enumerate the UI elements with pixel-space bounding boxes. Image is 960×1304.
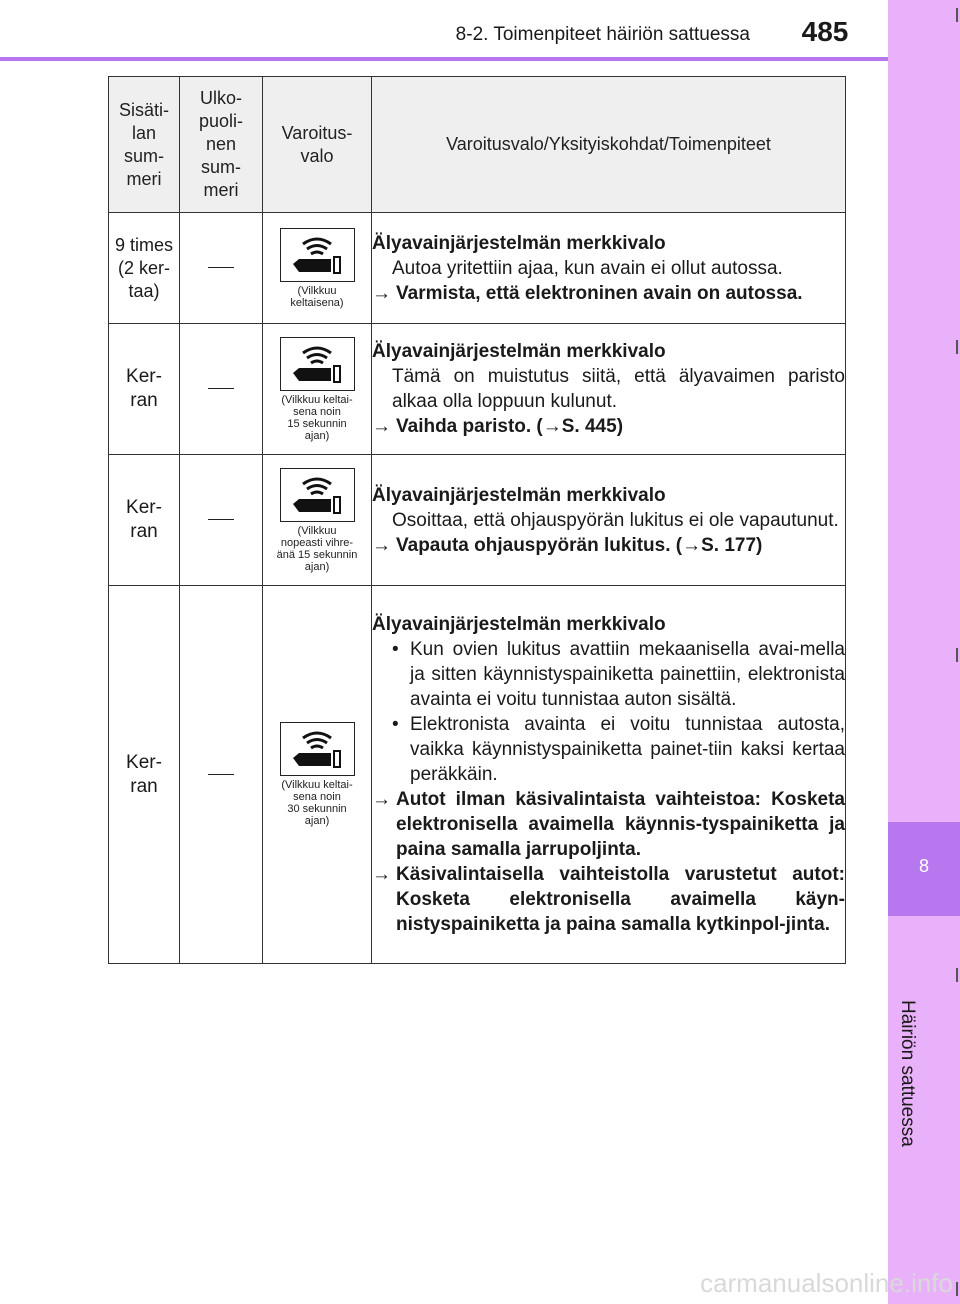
smart-key-indicator-icon — [280, 337, 355, 391]
header-warning-light: Varoitus- valo — [263, 77, 372, 213]
icon-note: (Vilkkuu nopeasti vihre- änä 15 sekunnin ajan) — [276, 524, 358, 573]
warning-light-cell — [263, 455, 372, 586]
chapter-title: Häiriön sattuessa — [897, 1000, 918, 1147]
arrow-icon: → — [372, 534, 391, 556]
table-row — [109, 455, 846, 586]
dash-mark — [208, 519, 234, 520]
page-tick-mark — [956, 648, 958, 662]
table-row — [109, 213, 846, 324]
header-title: 8-2. Toimenpiteet häiriön sattuessa — [455, 24, 750, 45]
header-rule — [0, 57, 888, 61]
details-cell — [372, 324, 846, 455]
table-header-row — [109, 77, 846, 213]
outer-buzzer-cell — [180, 586, 263, 964]
icon-note: (Vilkkuu keltai- sena noin 30 sekunnin ajan) — [281, 779, 353, 827]
action-text: Autot ilman käsivalintaista vaihteistoa: Kosketa elektronisella avaimella käynnis-tyspainiketta ja paina samalla jarrupoljinta. — [396, 789, 845, 860]
arrow-icon: → — [372, 282, 391, 304]
action-line — [372, 281, 845, 306]
details-title: Älyavainjärjestelmän merkkivalo — [372, 614, 666, 635]
arrow-icon: → — [372, 864, 391, 885]
action-line — [372, 787, 845, 862]
smart-key-indicator-icon — [280, 468, 355, 522]
inner-buzzer-cell: 9 times (2 ker- taa) — [109, 213, 180, 324]
page-tick-mark — [956, 1282, 958, 1296]
dash-mark — [208, 267, 234, 268]
action-line — [372, 533, 845, 558]
details-title: Älyavainjärjestelmän merkkivalo — [372, 341, 666, 362]
bullet-text: Elektronista avainta ei voitu tunnistaa autosta, vaikka käynnistyspainiketta painet-tiin kaksi kertaa peräkkäin. — [410, 714, 845, 785]
bullet-item — [372, 712, 845, 787]
warning-table — [108, 76, 846, 964]
action-text: Käsivalintaisella vaihteistolla varustetut autot: Kosketa elektronisella avaimella käyn-nistyspainiketta ja paina samalla kytkinpol-jinta. — [396, 864, 845, 935]
warning-light-cell — [263, 586, 372, 964]
details-text: Osoittaa, että ohjauspyörän lukitus ei ole vapautunut. — [392, 509, 839, 531]
table-row — [109, 586, 846, 964]
bullet-icon: • — [392, 639, 399, 660]
action-line — [372, 414, 845, 439]
page-number: 485 — [801, 16, 849, 47]
outer-buzzer-cell — [180, 324, 263, 455]
action-text: Vaihda paristo. (→S. 445) — [396, 416, 624, 437]
smart-key-indicator-icon — [280, 722, 355, 776]
warning-light-cell — [263, 324, 372, 455]
table-row — [109, 324, 846, 455]
header-details: Varoitusvalo/Yksityiskohdat/Toimenpiteet — [372, 77, 846, 213]
watermark: carmanualsonline.info — [700, 1268, 953, 1298]
outer-buzzer-cell — [180, 213, 263, 324]
action-text: Varmista, että elektroninen avain on autossa. — [396, 282, 803, 304]
inner-buzzer-cell: Ker- ran — [109, 324, 180, 455]
details-cell — [372, 586, 846, 964]
arrow-icon: → — [372, 789, 391, 810]
outer-buzzer-cell — [180, 455, 263, 586]
details-title: Älyavainjärjestelmän merkkivalo — [372, 484, 666, 506]
warning-light-cell — [263, 213, 372, 324]
bullet-item — [372, 637, 845, 712]
details-text: Tämä on muistutus siitä, että älyavaimen paristo alkaa olla loppuun kulunut. — [392, 366, 845, 412]
page-tick-mark — [956, 340, 958, 354]
icon-note: (Vilkkuu keltai- sena noin 15 sekunnin ajan) — [281, 393, 353, 442]
inner-buzzer-cell: Ker- ran — [109, 586, 180, 964]
dash-mark — [208, 774, 234, 775]
details-title: Älyavainjärjestelmän merkkivalo — [372, 232, 666, 254]
page-tick-mark — [956, 8, 958, 22]
action-line — [372, 862, 845, 937]
arrow-icon: → — [372, 416, 391, 437]
smart-key-indicator-icon — [280, 228, 355, 282]
action-text: Vapauta ohjauspyörän lukitus. (→S. 177) — [396, 534, 763, 556]
inner-buzzer-cell: Ker- ran — [109, 455, 180, 586]
details-cell — [372, 213, 846, 324]
bullet-text: Kun ovien lukitus avattiin mekaanisella avai-mella ja sitten käynnistyspainiketta painettiin, elektronista avainta ei voitu tunnistaa auton sisältä. — [410, 639, 845, 710]
header-inner-buzzer: Sisäti- lan sum- meri — [109, 77, 180, 213]
chapter-number: 8 — [918, 856, 929, 876]
bullet-icon: • — [392, 714, 399, 735]
header-outer-buzzer: Ulko- puoli- nen sum- meri — [180, 77, 263, 213]
icon-note: (Vilkkuu keltaisena) — [290, 284, 344, 309]
dash-mark — [208, 388, 234, 389]
page-tick-mark — [956, 968, 958, 982]
details-cell — [372, 455, 846, 586]
details-text: Autoa yritettiin ajaa, kun avain ei ollut autossa. — [392, 257, 783, 279]
